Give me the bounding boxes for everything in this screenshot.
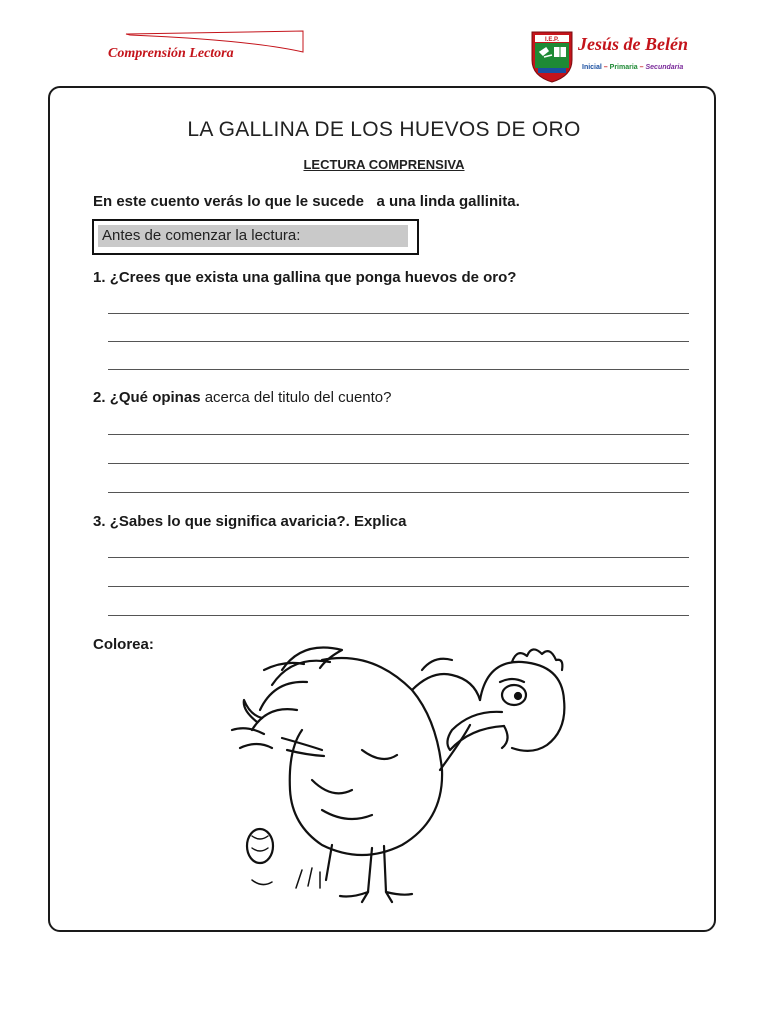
section-title: Comprensión Lectora — [108, 46, 234, 61]
answer-line[interactable] — [108, 341, 689, 342]
question-number: 3. — [93, 513, 106, 530]
school-shield-icon — [530, 30, 574, 84]
question-bold-text: ¿Qué opinas — [109, 389, 201, 406]
answer-line[interactable] — [108, 615, 689, 616]
question-3 — [93, 513, 406, 530]
answer-line[interactable] — [108, 463, 689, 464]
question-text: ¿Crees que exista una gallina que ponga huevos de oro? — [109, 269, 517, 286]
hen-illustration[interactable] — [212, 630, 592, 910]
level-primaria: Primaria — [609, 64, 638, 71]
school-logo — [530, 30, 730, 86]
question-1 — [93, 269, 516, 286]
level-inicial: Inicial — [582, 64, 602, 71]
section-header — [100, 30, 305, 66]
question-number: 2. — [93, 389, 106, 406]
answer-line[interactable] — [108, 492, 689, 493]
color-instruction: Colorea: — [93, 636, 154, 653]
question-number: 1. — [93, 269, 106, 286]
school-levels — [582, 64, 683, 71]
worksheet-title: LA GALLINA DE LOS HUEVOS DE ORO — [187, 118, 581, 141]
answer-line[interactable] — [108, 313, 689, 314]
question-text: ¿Sabes lo que significa avaricia?. Explica — [109, 513, 407, 530]
pre-reading-label: Antes de comenzar la lectura: — [98, 225, 408, 247]
level-separator: – — [639, 64, 644, 71]
pre-reading-box — [92, 219, 419, 255]
answer-line[interactable] — [108, 586, 689, 587]
school-acronym: I.E.P. — [545, 37, 559, 43]
question-2 — [93, 389, 392, 406]
level-separator: – — [603, 64, 608, 71]
answer-line[interactable] — [108, 434, 689, 435]
answer-line[interactable] — [108, 557, 689, 558]
question-text: acerca del titulo del cuento? — [200, 389, 392, 406]
answer-line[interactable] — [108, 369, 689, 370]
school-name: Jesús de Belén — [578, 34, 688, 54]
level-secundaria: Secundaria — [645, 64, 684, 71]
worksheet-subtitle: LECTURA COMPRENSIVA — [303, 157, 465, 172]
intro-text: En este cuento verás lo que le sucede a una linda gallinita. — [93, 193, 520, 210]
